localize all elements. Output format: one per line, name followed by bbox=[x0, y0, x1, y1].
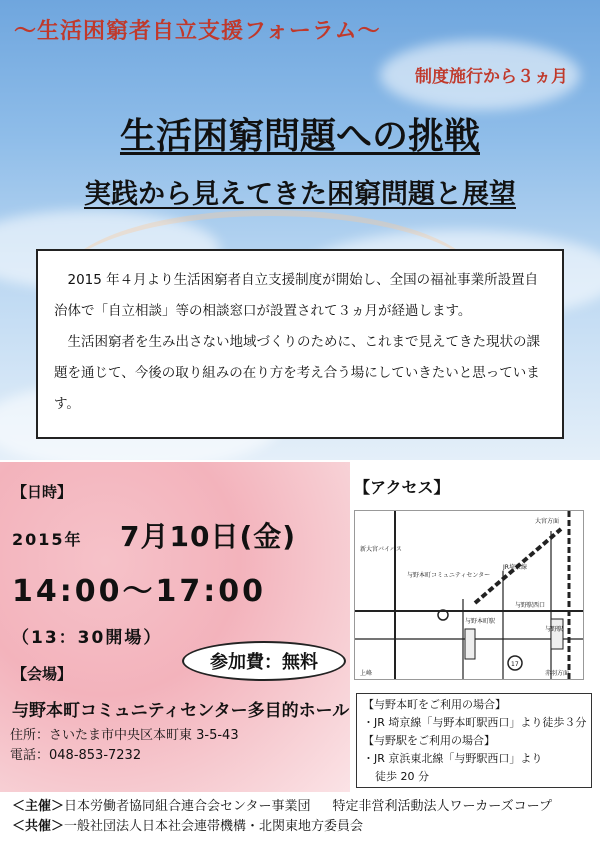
subtitle: 制度施行から３ヵ月 bbox=[415, 67, 568, 87]
main-title: 生活困窮問題への挑戦 bbox=[119, 116, 480, 157]
host-name-2: 特定非営利活動法人ワーカーズコープ bbox=[332, 799, 552, 814]
guide-motomachi-head: 【与野本町をご利用の場合】 bbox=[363, 698, 506, 711]
forum-title: ～生活困窮者自立支援フォーラム～ bbox=[14, 19, 381, 44]
event-day: 7月10日(金) bbox=[120, 520, 297, 553]
cohost-name: 一般社団法人日本社会連帯機構・北関東地方委員会 bbox=[64, 819, 364, 834]
map-label-center: 与野本町コミュニティセンター bbox=[407, 572, 491, 579]
map-label-omiya: 大宮方面 bbox=[535, 518, 560, 525]
guide-motomachi: ・JR 埼京線「与野本町駅西口」より徒歩３分 bbox=[363, 716, 587, 729]
doors-open: （13：30開場） bbox=[12, 628, 163, 648]
access-guide bbox=[356, 693, 592, 788]
map-station-block bbox=[551, 619, 563, 649]
map-label-yono: 与野駅 bbox=[545, 626, 564, 633]
secondary-title: 実践から見えてきた困窮問題と展望 bbox=[84, 179, 516, 210]
fee-badge: 参加費：無料 bbox=[182, 641, 346, 681]
map-label-akabane: 赤羽方面 bbox=[545, 670, 570, 677]
cohost-label: ＜共催＞ bbox=[12, 819, 65, 834]
guide-yono-head: 【与野駅をご利用の場合】 bbox=[363, 734, 495, 747]
date-label: 【日時】 bbox=[12, 483, 73, 501]
venue-address: 住所：さいたま市中央区本町東 3-5-43 bbox=[10, 728, 239, 743]
map-label-bypass: 新大宮バイパス bbox=[360, 546, 402, 553]
venue-phone: 電話：048-853-7232 bbox=[10, 748, 142, 763]
map-label-motomachi: 与野本町駅 bbox=[465, 618, 496, 625]
host-name: 日本労働者協同組合連合会センター事業団 bbox=[64, 799, 311, 814]
host-label: ＜主催＞ bbox=[12, 799, 65, 814]
map-svg bbox=[355, 511, 583, 679]
event-time: 14:00～17:00 bbox=[12, 574, 266, 609]
map-label-jr: JR埼京線 bbox=[503, 564, 527, 571]
intro-paragraph-2: 生活困窮者を生み出さない地域づくりのために、これまで見えてきた現状の課題を通じて、今後の取り組みの在り方を考え合う場にしていきたいと思っています。 bbox=[54, 334, 540, 412]
event-year: 2015年 bbox=[12, 530, 83, 549]
access-title: 【アクセス】 bbox=[354, 478, 450, 497]
guide-yono: ・JR 京浜東北線「与野駅西口」より bbox=[363, 752, 543, 765]
map-label-route: 17 bbox=[511, 661, 519, 668]
footer bbox=[12, 797, 552, 837]
access-map bbox=[354, 510, 584, 680]
guide-yono-walk: 徒歩 20 分 bbox=[375, 770, 429, 783]
intro-paragraph-1: 2015 年４月より生活困窮者自立支援制度が開始し、全国の福祉事業所設置自治体で「自立相談」等の相談窓口が設置されて３ヵ月が経過します。 bbox=[54, 272, 539, 319]
map-label-yono-west: 与野駅西口 bbox=[515, 602, 546, 609]
venue-label: 【会場】 bbox=[12, 665, 73, 683]
map-station-block bbox=[465, 629, 475, 659]
venue-contact bbox=[10, 726, 239, 766]
intro-box bbox=[36, 249, 564, 439]
map-label-ueno: 上峰 bbox=[360, 670, 373, 677]
venue-name: 与野本町コミュニティセンター多目的ホール bbox=[12, 701, 350, 721]
